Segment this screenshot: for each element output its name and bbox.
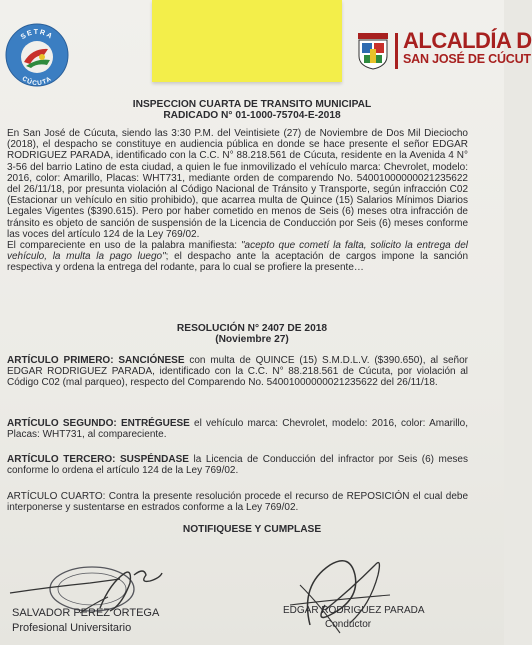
official-name: SALVADOR PEREZ ORTEGA <box>12 607 160 619</box>
article-second-text: el vehículo marca: Chevrolet, modelo: 2016, color: Amarillo, Placas: WHT731, al compareciente. <box>7 418 469 441</box>
setra-logo-bottom-text: CÚCUTA <box>20 75 54 88</box>
alcaldia-subtitle: SAN JOSÉ DE CÚCUT <box>403 52 531 66</box>
alcaldia-logo <box>356 28 532 76</box>
article-third-label: ARTÍCULO TERCERO: SUSPÉNDASE <box>7 454 189 465</box>
sticky-note <box>152 0 342 82</box>
setra-logo-top-text: SETRA <box>19 28 55 42</box>
article-first-text: con multa de QUINCE (15) S.M.D.L.V. ($390.650), al señor EDGAR RODRIGUEZ PARADA, identificado con la C.C. N° 88.218.561 de Cúcuta, por violación al Código C02 (mal parqueo), respecto del Comparendo No. 54001000000021235622 del 26/11/18. <box>7 355 468 389</box>
paragraph-statement <box>7 240 468 274</box>
document-radicado: RADICADO N° 01-1000-75704-E-2018 <box>163 110 341 121</box>
coat-of-arms-icon <box>356 32 390 70</box>
setra-logo <box>4 22 70 88</box>
article-second-label: ARTÍCULO SEGUNDO: ENTRÉGUESE <box>7 418 190 429</box>
closing-text: NOTIFIQUESE Y CUMPLASE <box>182 524 322 535</box>
statement-rest: ; el despacho ante la aceptación de cargos impone la sanción respectiva y ordena la entrega del rodante, para lo cual se profiere la presente… <box>7 251 469 274</box>
article-third <box>7 454 468 476</box>
article-second <box>7 418 468 440</box>
driver-role: Conductor <box>325 619 372 630</box>
document-title: INSPECCION CUARTA DE TRANSITO MUNICIPAL <box>132 99 372 110</box>
resolution-date: (Noviembre 27) <box>215 334 289 345</box>
article-third-text: la Licencia de Conducción del infractor por Seis (6) meses conforme lo ordena el artículo 124 de la Ley 769/02. <box>7 454 468 477</box>
resolution-title: RESOLUCIÓN N° 2407 DE 2018 <box>176 323 328 334</box>
driver-name: EDGAR RODRIGUEZ PARADA <box>283 605 425 616</box>
alcaldia-title: ALCALDÍA D <box>403 28 532 53</box>
article-fourth: ARTÍCULO CUARTO: Contra la presente resolución procede el recurso de REPOSICIÓN el cual debe interponerse y sustentarse en estrados conforme a la Ley 769/02. <box>7 491 468 514</box>
paragraph-hearing: En San José de Cúcuta, siendo las 3:30 P.M. del Veintisiete (27) de Noviembre de Dos Mil Dieciocho (2018), el despacho se constituye en audiencia pública en donde se hace presente el señor EDGAR RODRIGUEZ PARADA, identificado con la C.C. N° 88.218.561 de Cúcuta, residente en la Avenida 4 N° 3-56 del barrio Latino de esta ciudad, a quien le fue inmovilizado el vehículo marca: Chevrolet, modelo: 2016, color: Amarillo, Placas: WHT731, mediante orden de comparendo No. 54001000000021235622 del 26/11/18, por presunta violación al Código Nacional de Tránsito y Transporte, según infracción C02 (Estacionar un vehículo en sitio prohibido), que acarrea multa de Quince (15) Salarios Mínimos Diarios Legales Vigentes ($390.615). Pero por haber cometido en menos de Seis (6) meses otra infracción de tránsito es objeto de sanción de suspensión de la Licencia de Conducción por Seis (6) meses conforme las voces del artículo 124 de la Ley 769/02. <box>7 128 468 240</box>
official-role: Profesional Universitario <box>12 622 132 634</box>
statement-quote: "acepto que cometí la falta, solicito la entrega del vehículo, la multa la pago luego" <box>7 240 468 263</box>
article-first-label: ARTÍCULO PRIMERO: SANCIÓNESE <box>7 355 185 366</box>
statement-intro: El compareciente en uso de la palabra manifiesta: <box>7 240 241 251</box>
article-first <box>7 355 468 389</box>
alcaldia-divider <box>395 33 398 69</box>
